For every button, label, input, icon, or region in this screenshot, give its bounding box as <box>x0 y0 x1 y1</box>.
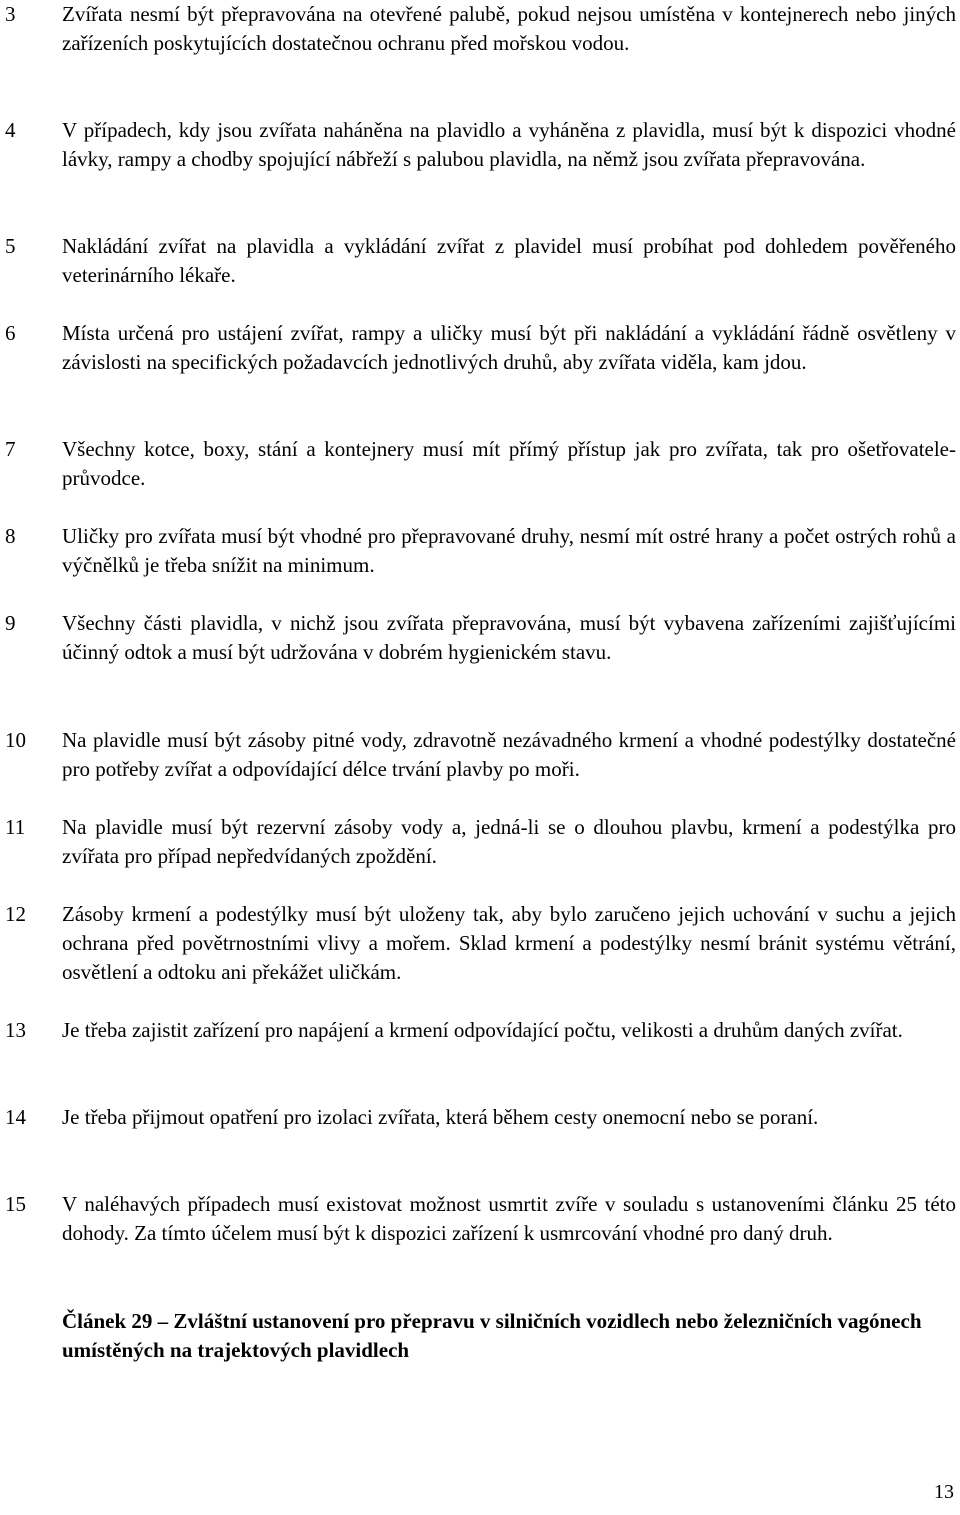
paragraph-text: Je třeba přijmout opatření pro izolaci zvířata, která během cesty onemocní nebo se poraní. <box>62 1105 819 1129</box>
paragraph-number: 10 <box>5 728 26 752</box>
paragraph-number: 13 <box>5 1018 26 1042</box>
paragraph-number: 4 <box>5 118 16 142</box>
paragraph-text: Zásoby krmení a podestýlky musí být uloženy tak, aby bylo zaručeno jejich uchování v suchu a jejich ochrana před povětrnostními vlivy a mořem. Sklad krmení a podestýlky nesmí bránit systému větrání, osvětlení a odtoku ani překážet uličkám. <box>62 902 956 984</box>
paragraph-text: Místa určená pro ustájení zvířat, rampy a uličky musí být při nakládání a vykládání řádně osvětleny v závislosti na specifických požadavcích jednotlivých druhů, aby zvířata viděla, kam jdou. <box>62 321 956 374</box>
article-heading: Článek 29 – Zvláštní ustanovení pro přepravu v silničních vozidlech nebo železničních vagónech umístěných na trajektových plavidlech <box>62 1309 922 1362</box>
paragraph-number: 15 <box>5 1192 26 1216</box>
paragraph-text: Uličky pro zvířata musí být vhodné pro přepravované druhy, nesmí mít ostré hrany a počet ostrých rohů a výčnělků je třeba snížit na minimum. <box>62 524 956 577</box>
paragraph-text: Na plavidle musí být zásoby pitné vody, zdravotně nezávadného krmení a vhodné podestýlky dostatečné pro potřeby zvířat a odpovídající délce trvání plavby po moři. <box>62 728 956 781</box>
paragraph-number: 6 <box>5 321 16 345</box>
paragraph-number: 3 <box>5 2 16 26</box>
paragraph-text: Na plavidle musí být rezervní zásoby vody a, jedná-li se o dlouhou plavbu, krmení a podestýlka pro zvířata pro případ nepředvídaných zpoždění. <box>62 815 956 868</box>
paragraph-text: Je třeba zajistit zařízení pro napájení a krmení odpovídající počtu, velikosti a druhům daných zvířat. <box>62 1018 903 1042</box>
paragraph-number: 7 <box>5 437 16 461</box>
paragraph-text: Zvířata nesmí být přepravována na otevřené palubě, pokud nejsou umístěna v kontejnerech nebo jiných zařízeních poskytujících dostatečnou ochranu před mořskou vodou. <box>62 2 956 55</box>
paragraph-text: V případech, kdy jsou zvířata naháněna na plavidlo a vyháněna z plavidla, musí být k dispozici vhodné lávky, rampy a chodby spojující nábřeží s palubou plavidla, na němž jsou zvířata přepravována. <box>62 118 956 171</box>
paragraph-number: 5 <box>5 234 16 258</box>
paragraph-text: Nakládání zvířat na plavidla a vykládání zvířat z plavidel musí probíhat pod dohledem pověřeného veterinárního lékaře. <box>62 234 956 287</box>
paragraph-number: 11 <box>5 815 26 839</box>
paragraph-number: 12 <box>5 902 26 926</box>
paragraph-number: 8 <box>5 524 16 548</box>
paragraph-number: 14 <box>5 1105 26 1129</box>
paragraph-text: V naléhavých případech musí existovat možnost usmrtit zvíře v souladu s ustanoveními článku 25 této dohody. Za tímto účelem musí být k dispozici zařízení k usmrcování vhodné pro daný druh. <box>62 1192 956 1245</box>
page-number: 13 <box>934 1481 954 1503</box>
paragraph-number: 9 <box>5 611 16 635</box>
paragraph-text: Všechny části plavidla, v nichž jsou zvířata přepravována, musí být vybavena zařízeními zajišťujícími účinný odtok a musí být udržována v dobrém hygienickém stavu. <box>62 611 956 664</box>
paragraph-text: Všechny kotce, boxy, stání a kontejnery musí mít přímý přístup jak pro zvířata, tak pro ošetřovatele-průvodce. <box>62 437 956 490</box>
